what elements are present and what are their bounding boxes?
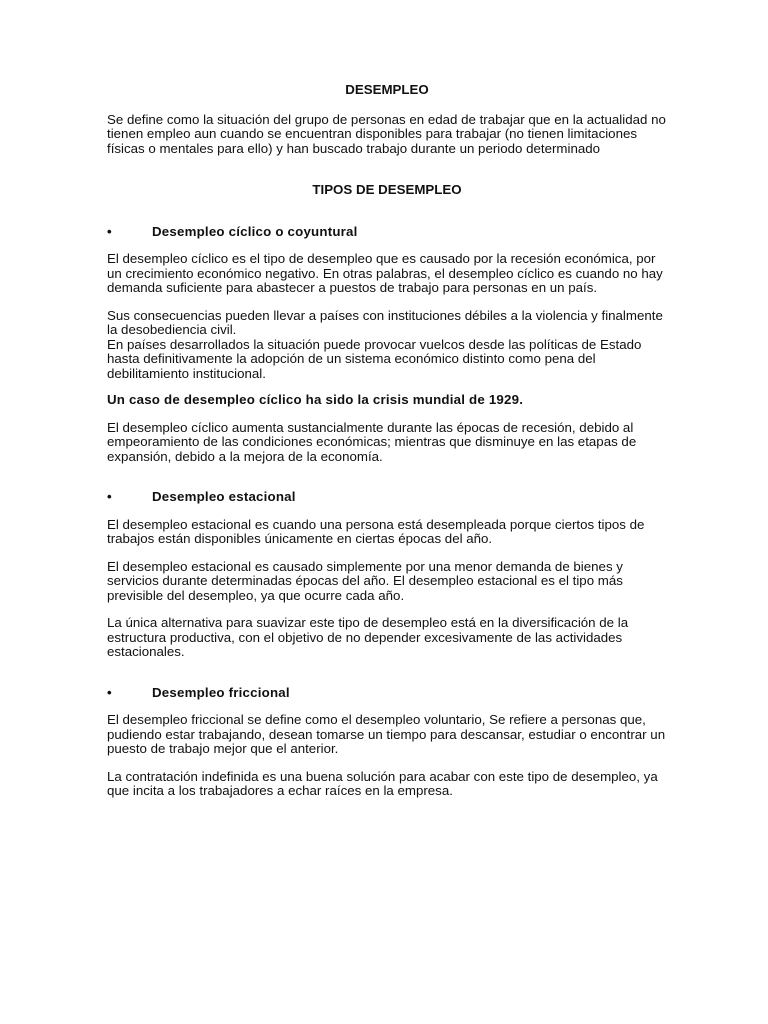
- document-page: [107, 83, 667, 799]
- item-heading: Desempleo cíclico o coyuntural: [152, 223, 358, 239]
- paragraph: El desempleo cíclico aumenta sustancialmente durante las épocas de recesión, debido al empeoramiento de las condiciones económicas; mientras que disminuye en las etapas de expansión, debido a la mejora de la economía.: [107, 419, 637, 464]
- intro-paragraph: Se define como la situación del grupo de personas en edad de trabajar que en la actualidad no tienen empleo aun cuando se encuentran disponibles para trabajar (no tienen limitaciones físicas o mentales para ello) y han buscado trabajo durante un periodo determinado: [107, 111, 666, 156]
- paragraph: En países desarrollados la situación puede provocar vuelcos desde las políticas de Estado hasta definitivamente la adopción de un sistema económico distinto como pena del debilitamiento institucional.: [107, 336, 642, 381]
- paragraph: El desempleo estacional es causado simplemente por una menor demanda de bienes y servicios durante determinadas épocas del año. El desempleo estacional es el tipo más previsible del desempleo, ya que ocurre cada año.: [107, 558, 623, 603]
- bullet-icon: •: [107, 223, 112, 239]
- list-item-friccional: [107, 686, 667, 701]
- paragraph: La única alternativa para suavizar este tipo de desempleo está en la diversificación de la estructura productiva, con el objetivo de no depender excesivamente de las actividades estacionales.: [107, 615, 629, 659]
- list-item-estacional: [107, 490, 667, 505]
- paragraph: El desempleo estacional es cuando una persona está desempleada porque ciertos tipos de trabajos están disponibles únicamente en ciertas épocas del año.: [107, 516, 645, 546]
- list-item-ciclico: [107, 225, 667, 240]
- paragraph: Sus consecuencias pueden llevar a países con instituciones débiles a la violencia y finalmente la desobediencia civil.: [107, 307, 663, 337]
- paragraph: El desempleo friccional se define como el desempleo voluntario, Se refiere a personas que, pudiendo estar trabajando, desean tomarse un tiempo para descansar, estudiar o encontrar un puesto de trabajo mejor que el anterior.: [107, 712, 666, 756]
- bold-statement: Un caso de desempleo cíclico ha sido la crisis mundial de 1929.: [107, 392, 524, 407]
- document-title: DESEMPLEO: [345, 82, 429, 97]
- item-heading: Desempleo estacional: [152, 489, 296, 504]
- paragraph: La contratación indefinida es una buena solución para acabar con este tipo de desempleo, ya que incita a los trabajadores a echar raíces en la empresa.: [107, 768, 658, 798]
- item-heading: Desempleo friccional: [152, 684, 290, 700]
- paragraph: El desempleo cíclico es el tipo de desempleo que es causado por la recesión económica, por un crecimiento económico negativo. En otras palabras, el desempleo cíclico es cuando no hay demanda suficiente para abastecer a puestos de trabajo para personas en un país.: [107, 251, 663, 295]
- section-title: TIPOS DE DESEMPLEO: [312, 182, 462, 197]
- bullet-icon: •: [107, 489, 112, 504]
- bullet-icon: •: [107, 684, 112, 700]
